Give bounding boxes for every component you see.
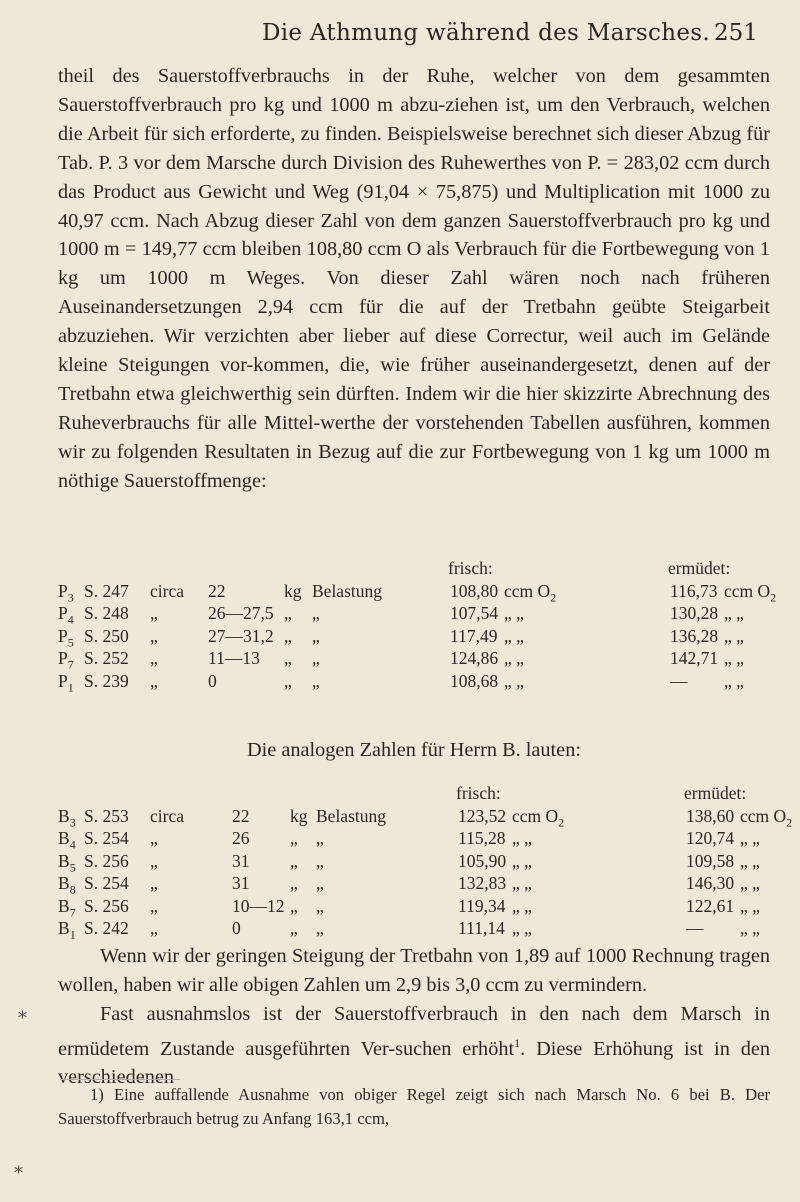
load-value: 31 <box>232 873 250 893</box>
paragraph-one-block <box>58 62 770 496</box>
circa-label: „ <box>150 873 158 893</box>
tired-value: 120,74 <box>686 828 735 848</box>
series-label: S. 252 <box>84 648 129 668</box>
tired-value: 136,28 <box>670 625 719 646</box>
fresh-value: 119,34 <box>458 895 506 916</box>
tired-unit: „ „ <box>724 670 744 691</box>
results-table-p <box>58 558 798 693</box>
circa-label: „ <box>150 648 158 668</box>
unit-label: kg <box>284 580 302 601</box>
margin-asterisk-icon: * <box>14 1163 23 1184</box>
belastung-label: „ <box>316 850 324 871</box>
fresh-value: 108,68 <box>450 670 499 691</box>
table-row <box>58 896 798 919</box>
fresh-unit: ccm $O_2$ <box>504 580 557 604</box>
series-label: S. 254 <box>84 873 129 893</box>
tired-unit: „ „ <box>740 918 760 938</box>
fresh-value: 111,14 <box>458 918 505 938</box>
table-p-rows <box>58 581 798 694</box>
tired-value: — <box>670 670 688 691</box>
fresh-unit: „ „ <box>504 603 524 623</box>
circa-label: „ <box>150 918 158 938</box>
paragraph-three-tail: . Diese Erhöhung ist in den verschiedenen <box>58 1037 771 1089</box>
series-label: S. 256 <box>84 850 129 871</box>
footnote <box>58 1083 770 1131</box>
load-value: 0 <box>232 918 241 938</box>
belastung-label: „ <box>316 895 324 916</box>
subject-label: $P_7$ <box>58 648 74 672</box>
tired-unit: „ „ <box>740 873 760 893</box>
between-tables-line <box>58 736 770 765</box>
fresh-unit: „ „ <box>512 918 532 938</box>
column-heading-tired: ermüdet: <box>668 558 731 578</box>
unit-label: „ <box>284 603 292 623</box>
column-heading-fresh: frisch: <box>448 558 493 578</box>
belastung-label: Belastung <box>316 805 386 826</box>
belastung-label: „ <box>316 873 324 893</box>
table-row <box>58 918 798 941</box>
fresh-unit: „ „ <box>512 850 532 871</box>
unit-label: „ <box>284 625 292 646</box>
table-header-row <box>58 783 798 806</box>
series-label: S. 250 <box>84 625 129 646</box>
load-value: 26 <box>232 828 250 848</box>
tired-value: 146,30 <box>686 873 735 893</box>
tired-value: 109,58 <box>686 850 735 871</box>
paragraph-two-block <box>58 942 770 1092</box>
table-row <box>58 873 798 896</box>
table-row <box>58 603 798 626</box>
series-label: S. 248 <box>84 603 129 623</box>
paragraph-three-text: Fast ausnahmslos ist der Sauerstoffverbrauch in den nach dem Marsch in ermüdetem Zustande ausgeführten Ver-suchen erhöht <box>58 1002 770 1060</box>
unit-label: „ <box>290 828 298 848</box>
load-value: 0 <box>208 670 217 691</box>
fresh-value: 108,80 <box>450 580 499 601</box>
running-title: Die Athmung während des Marsches. <box>262 20 710 46</box>
series-label: S. 239 <box>84 670 129 691</box>
margin-asterisk-icon: * <box>18 1008 27 1029</box>
series-label: S. 254 <box>84 828 129 848</box>
fresh-unit: „ „ <box>512 873 532 893</box>
tired-unit: „ „ <box>740 828 760 848</box>
subject-label: $P_4$ <box>58 603 74 627</box>
table-row <box>58 581 798 604</box>
table-row <box>58 626 798 649</box>
fresh-value: 123,52 <box>458 805 507 826</box>
tired-unit: ccm $O_2$ <box>724 580 777 604</box>
subject-label: $P_1$ <box>58 670 74 694</box>
subject-label: $B_7$ <box>58 895 76 919</box>
belastung-label: „ <box>316 828 324 848</box>
circa-label: „ <box>150 850 158 871</box>
column-heading-fresh: frisch: <box>456 783 501 803</box>
load-value: 11—13 <box>208 648 260 668</box>
paragraph-two: Wenn wir der geringen Steigung der Tretbahn von 1,89 auf 1000 Rechnung tragen wollen, haben wir alle obigen Zahlen um 2,9 bis 3,0 ccm zu vermindern. <box>58 945 770 996</box>
fresh-unit: ccm $O_2$ <box>512 805 565 829</box>
fresh-unit: „ „ <box>512 828 532 848</box>
paragraph-one: theil des Sauerstoffverbrauchs in der Ruhe, welcher von dem gesammten Sauerstoffverbrauch pro kg und 1000 m abzu-ziehen ist, um den Verbrauch, welchen die Arbeit für sich erforderte, zu finden. Beispielsweise berechnet sich dieser Abzug für Tab. P. 3 vor dem Marsche durch Division des Ruhewerthes von P. = 283,02 ccm durch das Product aus Gewicht und Weg (91,04 × 75,875) und Multiplication mit 1000 zu 40,97 ccm. Nach Abzug dieser Zahl von dem ganzen Sauerstoffverbrauch pro kg und 1000 m = 149,77 ccm bleiben 108,80 ccm O als Verbrauch für die Fortbewegung von 1 kg um 1000 m Weges. Von dieser Zahl wären noch nach früheren Auseinandersetzungen 2,94 ccm für die auf der Tretbahn geübte Steigarbeit abzuziehen. Wir verzichten aber lieber auf diese Correctur, weil auch im Gelände kleine Steigungen vor-kommen, die, wie früher auseinandergesetzt, denen auf der Tretbahn etwa gleichwerthig sein dürften. Indem wir die hier skizzirte Abrechnung des Ruheverbrauchs für alle Mittel-werthe der vorstehenden Tabellen ausführen, kommen wir zu folgenden Resultaten in Bezug auf die zur Fortbewegung von 1 kg um 1000 m nöthige Sauerstoffmenge: <box>58 65 770 492</box>
fresh-value: 124,86 <box>450 648 499 668</box>
load-value: 22 <box>208 580 226 601</box>
tired-unit: „ „ <box>724 648 744 668</box>
tired-unit: „ „ <box>740 850 760 871</box>
fresh-value: 105,90 <box>458 850 507 871</box>
tired-unit: „ „ <box>724 603 744 623</box>
series-label: S. 256 <box>84 895 129 916</box>
tired-value: 122,61 <box>686 895 735 916</box>
table-row <box>58 806 798 829</box>
unit-label: „ <box>290 895 298 916</box>
table-row <box>58 828 798 851</box>
circa-label: „ <box>150 895 158 916</box>
subject-label: $B_1$ <box>58 918 76 942</box>
fresh-value: 107,54 <box>450 603 499 623</box>
table-b-rows <box>58 806 798 941</box>
load-value: 27—31,2 <box>208 625 274 646</box>
footnote-block <box>58 1083 770 1131</box>
belastung-label: „ <box>312 648 320 668</box>
tired-value: 142,71 <box>670 648 719 668</box>
circa-label: „ <box>150 603 158 623</box>
belastung-label: „ <box>312 670 320 691</box>
belastung-label: „ <box>312 603 320 623</box>
unit-label: „ <box>290 918 298 938</box>
page-header <box>0 20 800 56</box>
fresh-unit: „ „ <box>512 895 532 916</box>
footnote-text: ) Eine auffallende Ausnahme von obiger Regel zeigt sich nach Marsch No. 6 bei B. Der Sauerstoffverbrauch betrug zu Anfang 163,1 ccm, <box>58 1085 770 1128</box>
tired-value: — <box>686 918 704 938</box>
unit-label: kg <box>290 805 308 826</box>
series-label: S. 247 <box>84 580 129 601</box>
fresh-value: 115,28 <box>458 828 506 848</box>
circa-label: „ <box>150 670 158 691</box>
table-row <box>58 648 798 671</box>
column-heading-tired: ermüdet: <box>684 783 747 803</box>
tired-value: 130,28 <box>670 603 719 623</box>
tired-unit: „ „ <box>724 625 744 646</box>
circa-label: circa <box>150 580 184 601</box>
fresh-unit: „ „ <box>504 625 524 646</box>
subject-label: $P_3$ <box>58 580 74 604</box>
belastung-label: „ <box>312 625 320 646</box>
page-number: 251 <box>714 20 758 46</box>
subject-label: $B_5$ <box>58 850 76 874</box>
footnote-marker: 1 <box>90 1085 99 1104</box>
load-value: 22 <box>232 805 250 826</box>
series-label: S. 253 <box>84 805 129 826</box>
circa-label: „ <box>150 828 158 848</box>
fresh-value: 117,49 <box>450 625 498 646</box>
belastung-label: „ <box>316 918 324 938</box>
footnote-rule <box>60 1079 180 1080</box>
circa-label: „ <box>150 625 158 646</box>
subject-label: $B_3$ <box>58 805 76 829</box>
unit-label: „ <box>284 670 292 691</box>
table-row <box>58 851 798 874</box>
load-value: 10—12 <box>232 895 285 916</box>
tired-value: 138,60 <box>686 805 735 826</box>
unit-label: „ <box>290 873 298 893</box>
unit-label: „ <box>284 648 292 668</box>
tired-unit: „ „ <box>740 895 760 916</box>
circa-label: circa <box>150 805 184 826</box>
series-label: S. 242 <box>84 918 129 938</box>
load-value: 26—27,5 <box>208 603 274 623</box>
load-value: 31 <box>232 850 250 871</box>
between-tables-text: Die analogen Zahlen für Herrn B. lauten: <box>247 739 581 761</box>
belastung-label: Belastung <box>312 580 382 601</box>
table-header-row <box>58 558 798 581</box>
unit-label: „ <box>290 850 298 871</box>
subject-label: $B_8$ <box>58 873 76 897</box>
table-row <box>58 671 798 694</box>
subject-label: $P_5$ <box>58 625 74 649</box>
fresh-unit: „ „ <box>504 648 524 668</box>
results-table-b <box>58 783 798 941</box>
footnote-reference: 1 <box>514 1035 521 1050</box>
fresh-value: 132,83 <box>458 873 507 893</box>
subject-label: $B_4$ <box>58 828 76 852</box>
fresh-unit: „ „ <box>504 670 524 691</box>
tired-value: 116,73 <box>670 580 718 601</box>
tired-unit: ccm $O_2$ <box>740 805 793 829</box>
